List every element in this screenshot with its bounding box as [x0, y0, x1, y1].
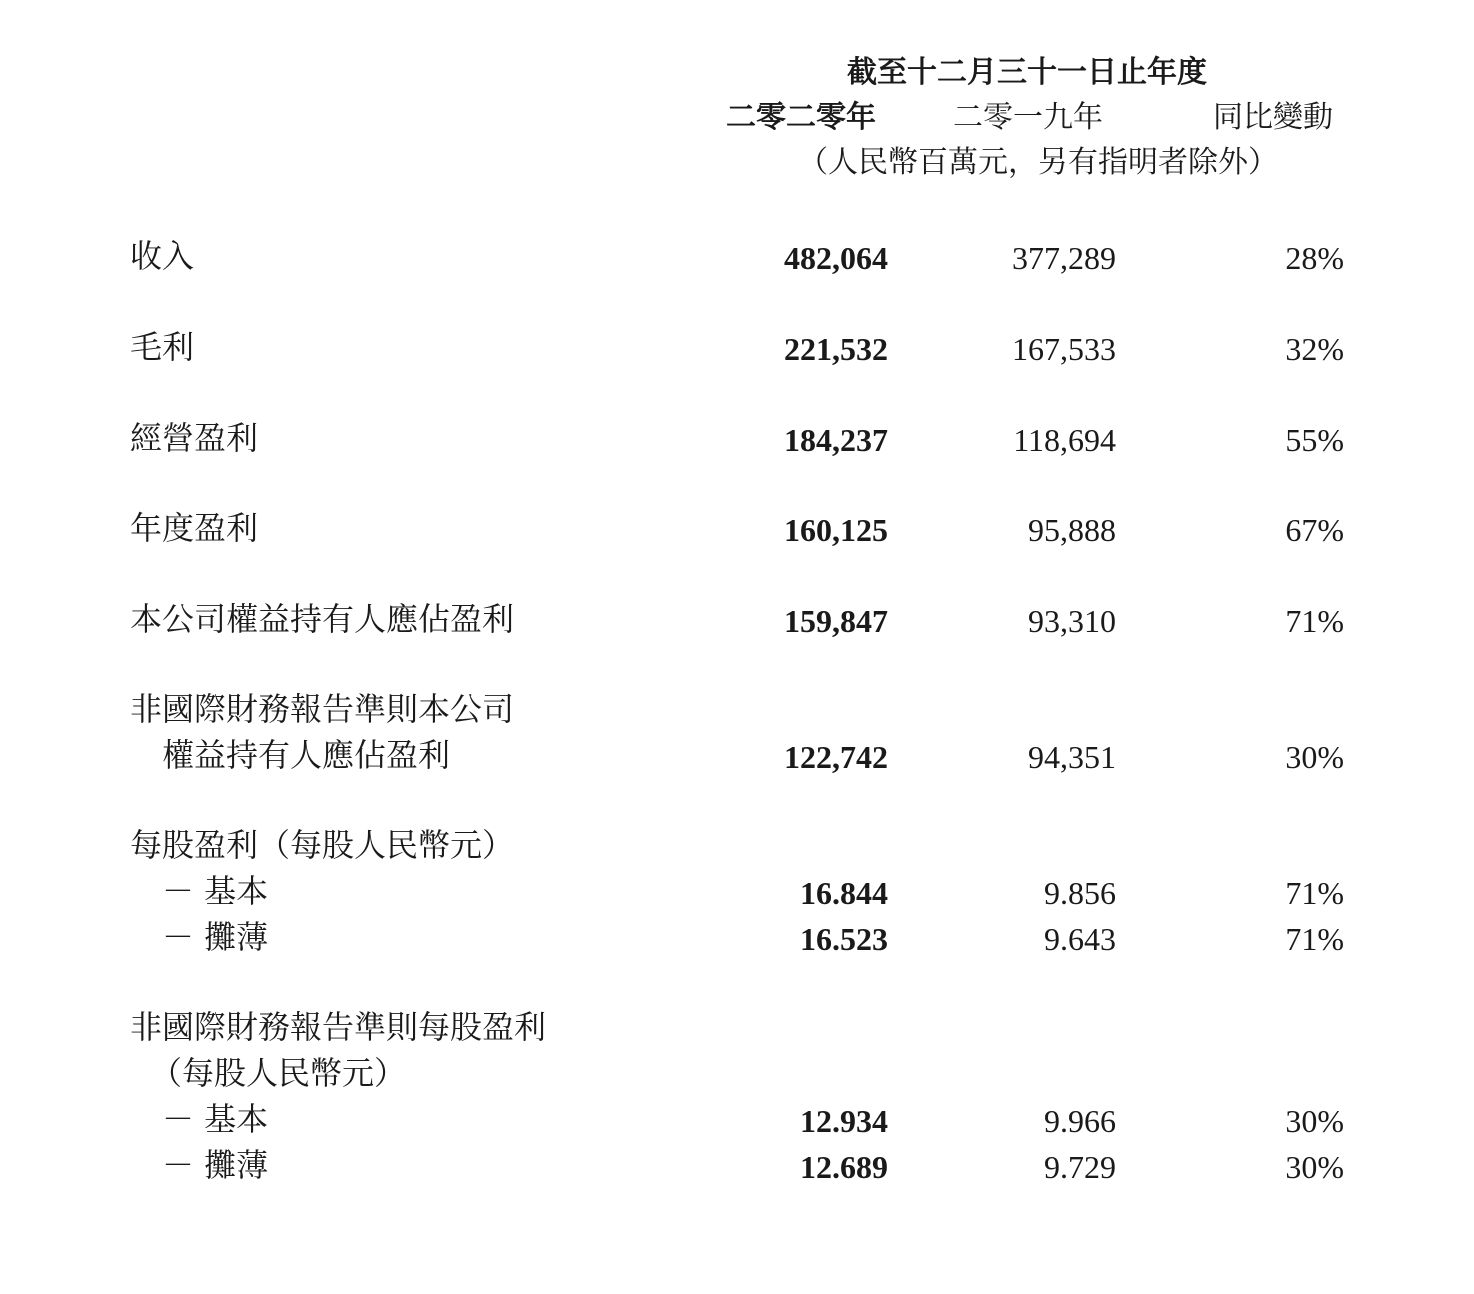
eps-basic-2020: 16.844 [800, 875, 888, 911]
eps-heading: 每股盈利（每股人民幣元） [130, 826, 515, 864]
value-2019: 118,694 [1013, 422, 1116, 458]
value-2020: 160,125 [784, 512, 888, 548]
value-2020: 159,847 [784, 603, 888, 639]
value-change: 32% [1285, 331, 1344, 367]
value-2020: 482,064 [784, 240, 888, 276]
period-heading: 截至十二月三十一日止年度 [847, 55, 1207, 90]
value-change: 55% [1285, 422, 1344, 458]
eps-diluted-2019: 9.643 [1044, 921, 1116, 957]
value-2019: 95,888 [1028, 512, 1116, 548]
eps-basic-change: 71% [1285, 875, 1344, 911]
column-header-2020: 二零二零年 [726, 100, 876, 135]
non-ifrs-eps-heading-line2: （每股人民幣元） [150, 1054, 407, 1092]
eps-basic-2019: 9.856 [1044, 875, 1116, 911]
row-label: 毛利 [130, 328, 195, 366]
non-ifrs-eps-basic-label: － 基本 [162, 1100, 269, 1138]
value-change: 30% [1285, 739, 1344, 775]
non-ifrs-eps-basic-2020: 12.934 [800, 1103, 888, 1139]
non-ifrs-eps-basic-change: 30% [1285, 1103, 1344, 1139]
non-ifrs-eps-basic-2019: 9.966 [1044, 1103, 1116, 1139]
non-ifrs-eps-diluted-label: － 攤薄 [162, 1146, 269, 1184]
unit-note: （人民幣百萬元，另有指明者除外） [798, 145, 1278, 180]
eps-diluted-change: 71% [1285, 921, 1344, 957]
value-2019: 93,310 [1028, 603, 1116, 639]
non-ifrs-eps-diluted-2019: 9.729 [1044, 1149, 1116, 1185]
row-label: 收入 [130, 237, 195, 275]
value-2020: 184,237 [784, 422, 888, 458]
eps-diluted-label: － 攤薄 [162, 918, 269, 956]
value-2020: 122,742 [784, 739, 888, 775]
non-ifrs-eps-diluted-change: 30% [1285, 1149, 1344, 1185]
row-label: 年度盈利 [130, 509, 259, 547]
row-label: 本公司權益持有人應佔盈利 [130, 600, 515, 638]
value-2020: 221,532 [784, 331, 888, 367]
row-label-line2: 權益持有人應佔盈利 [162, 736, 451, 774]
non-ifrs-eps-diluted-2020: 12.689 [800, 1149, 888, 1185]
non-ifrs-eps-heading-line1: 非國際財務報告準則每股盈利 [130, 1008, 547, 1046]
value-change: 71% [1285, 603, 1344, 639]
value-change: 28% [1285, 240, 1344, 276]
value-2019: 94,351 [1028, 739, 1116, 775]
row-label-line1: 非國際財務報告準則本公司 [130, 690, 515, 728]
column-header-2019: 二零一九年 [953, 100, 1103, 135]
column-header-change: 同比變動 [1213, 100, 1333, 135]
row-label: 經營盈利 [130, 419, 259, 457]
eps-basic-label: － 基本 [162, 872, 269, 910]
value-2019: 167,533 [1012, 331, 1116, 367]
value-change: 67% [1285, 512, 1344, 548]
eps-diluted-2020: 16.523 [800, 921, 888, 957]
value-2019: 377,289 [1012, 240, 1116, 276]
